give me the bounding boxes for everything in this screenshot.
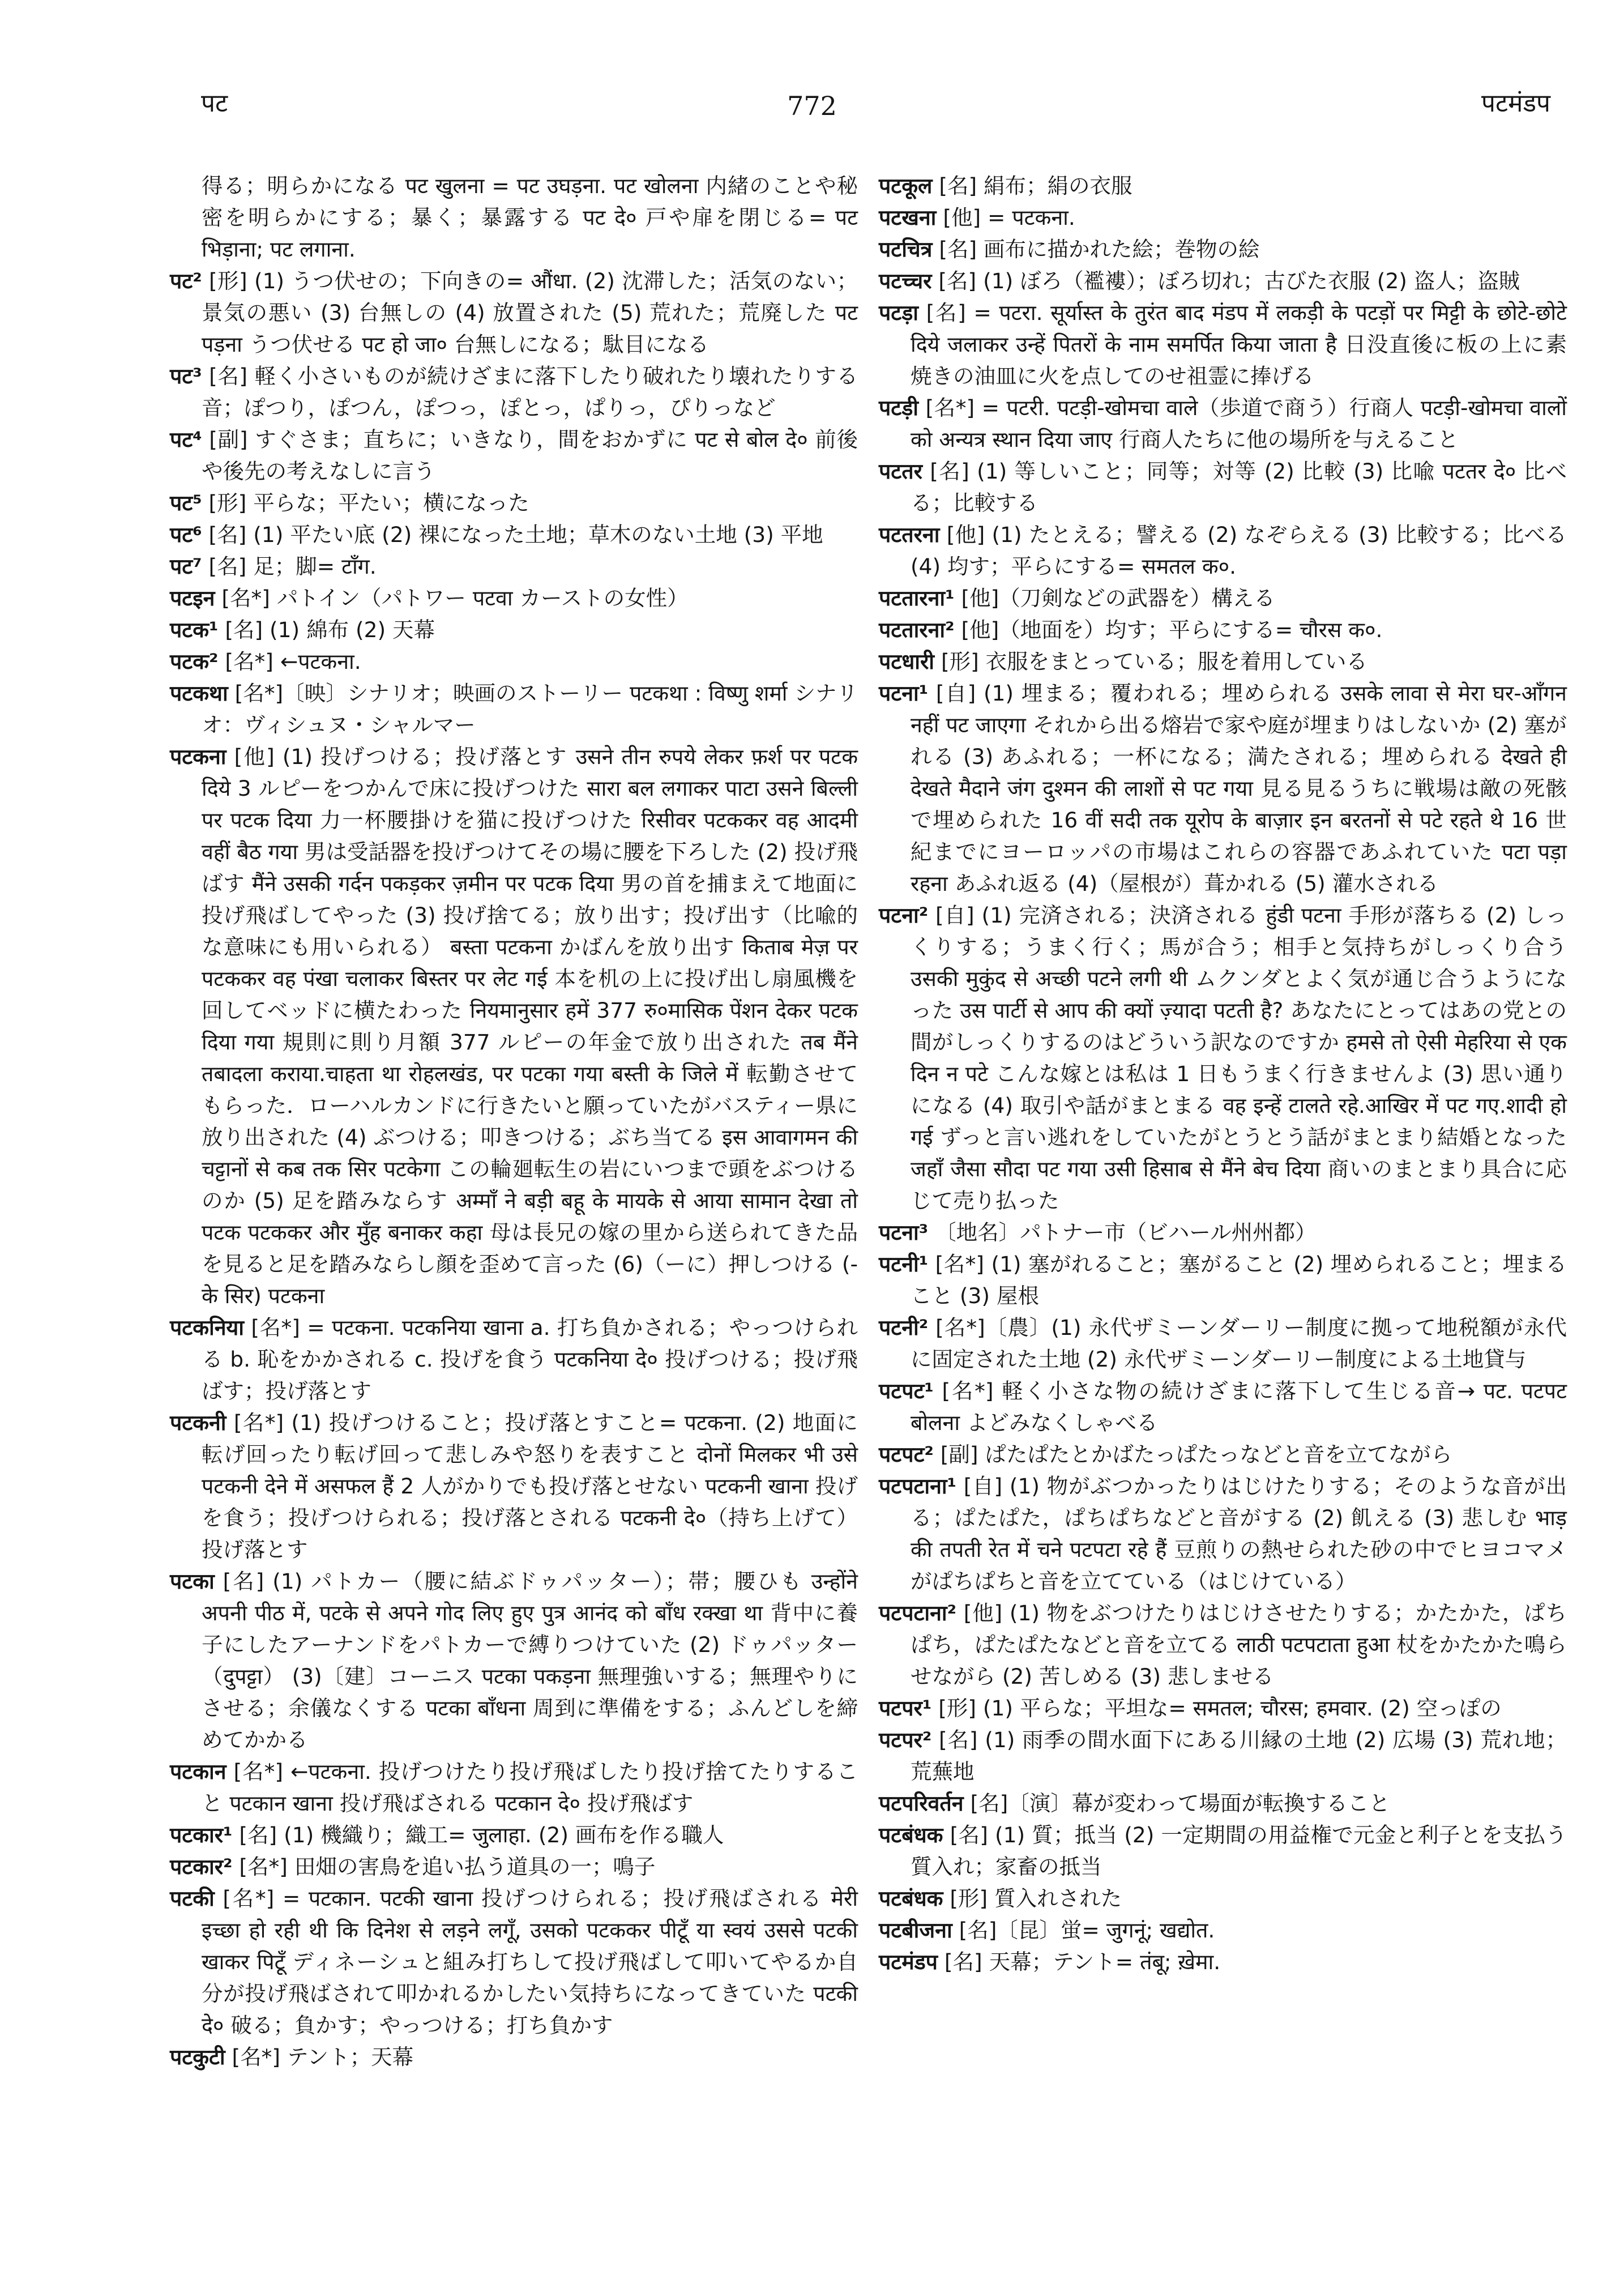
entry-headword: पटकान [170,1759,226,1784]
entry-headword: पट⁶ [170,522,202,547]
dictionary-entry [879,519,1567,582]
entry-definition: [名] (1) 雨季の間水面下にある川縁の土地 (2) 広場 (3) 荒れ地；荒蕪地 [911,1727,1567,1784]
dictionary-entry [170,265,858,360]
entry-headword: पटचित्र [879,237,933,262]
dictionary-entry [879,1787,1567,1819]
entry-headword: पटधारी [879,649,935,674]
entry-headword: पटतर [879,459,922,484]
dictionary-entry [170,170,858,265]
entry-headword: पटपटाना² [879,1600,957,1625]
entry-headword: पटबीजना [879,1918,952,1943]
header-left-guide-word: पट [201,89,228,118]
entry-definition: 〔地名〕パトナー市（ビハール州州都） [935,1220,1317,1245]
entry-headword: पटपटाना¹ [879,1474,957,1499]
entry-headword: पटक¹ [170,617,219,642]
entry-definition: [副] ぱたぱたとかばたっぱたっなどと音を立てながら [940,1442,1452,1467]
entry-definition: [名*] = पटकना. पटकनिया खाना a. 打ち負かされる；やっつけられる b. 恥をかかされる c. 投げを食う पटकनिया दे० 投げつける；投げ飛ばす；投げ落とす [202,1315,858,1403]
entry-definition: [形] 平らな；平たい；横になった [208,490,529,515]
dictionary-entry [170,1756,858,1819]
dictionary-entry [170,1819,858,1851]
dictionary-entry [879,392,1567,455]
dictionary-entry [879,614,1567,646]
header-right-guide-word: पटमंडप [1481,89,1550,118]
entry-definition: [名] 足；脚= टाँग. [208,554,377,579]
entry-definition: [名] (1) 平たい底 (2) 裸になった土地；草木のない土地 (3) 平地 [208,522,823,547]
dictionary-entry [170,2041,858,2073]
entry-definition: [名]〔昆〕蛍= जुगनूं; खद्योत. [959,1918,1215,1943]
entry-definition: [他] (1) たとえる；譬える (2) なぞらえる (3) 比較する；比べる (4) 均す；平らにする= समतल क०. [911,522,1567,579]
entry-definition: [名*] 軽く小さな物の続けざまに落下して生じる音→ पट. पटपट बोलना よどみなくしゃべる [911,1378,1567,1435]
entry-definition: [他]（地面を）均す；平らにする= चौरस क०. [961,617,1383,642]
entry-headword: पटतरना [879,522,940,547]
entry-headword: पट⁴ [170,427,202,452]
dictionary-entry [879,1883,1567,1914]
entry-headword: पटकना [170,744,226,769]
entry-definition: [名] (1) 質；抵当 (2) 一定期間の用益権で元金と利子とを支払う質入れ；家畜の抵当 [911,1822,1567,1879]
entry-definition: [名*] (1) 投げつけること；投げ落とすこと= पटकना. (2) 地面に転げ回ったり転げ回って悲しみや怒りを表すこと दोनों मिलकर भी उसे पटकनी देने में असफल हैं 2 人がかりでも投げ落とせない पटकनी खाना 投げを食う；投げつけられる；投げ落とされる पटकनी दे०（持ち上げて）投げ落とす [202,1410,858,1562]
dictionary-entry [879,1946,1567,1978]
dictionary-entry [879,202,1567,233]
entry-definition: [名*] 田畑の害鳥を追い払う道具の一；鳴子 [239,1854,656,1879]
dictionary-entry [879,899,1567,1217]
entry-definition: [名] 絹布；絹の衣服 [939,173,1132,198]
entry-headword: पटकुटी [170,2045,225,2069]
entry-headword: पटक² [170,649,219,674]
entry-headword: पट³ [170,364,202,389]
dictionary-entry [879,297,1567,392]
dictionary-entry [879,1312,1567,1375]
entry-headword: पटखना [879,205,937,230]
entry-headword: पटना¹ [879,681,929,706]
entry-headword: पटपट² [879,1442,934,1467]
entry-definition: [他] (1) 投げつける；投げ落とす उसने तीन रुपये लेकर फ़र्श पर पटक दिये 3 ルピーをつかんで床に投げつけた सारा बल लगाकर पाटा उसने बिल्ली पर पटक दिया 力一杯腰掛けを猫に投げつけた रिसीवर पटककर वह आदमी वहीं बैठ गया 男は受話器を投げつけてその場に腰を下ろした (2) 投げ飛ばす मैंने उसकी गर्दन पकड़कर ज़मीन पर पटक दिया 男の首を捕まえて地面に投げ飛ばしてやった (3) 投げ捨てる；放り出す；投げ出す（比喩的な意味にも用いられる） बस्ता पटकना かばんを放り出す किताब मेज़ पर पटककर वह पंखा चलाकर बिस्तर पर लेट गई 本を机の上に投げ出し扇風機を回してベッドに横たわった नियमानुसार हमें 377 रु०मासिक पेंशन देकर पटक दिया गया 規則に則り月額 377 ルピーの年金で放り出された तब मैंने तबादला कराया.चाहता था रोहलखंड, पर पटका गया बस्ती के जिले में 転勤させてもらった．ローハルカンドに行きたいと願っていたがバスティー県に放り出された (4) ぶつける；叩きつける；ぶち当てる इस आवागमन की चट्टानों से कब तक सिर पटकेगा この輪廻転生の岩にいつまで頭をぶつけるのか (5) 足を踏みならす अम्माँ ने बड़ी बहू के मायके से आया सामान देखा तो पटक पटककर और मुँह बनाकर कहा 母は長兄の嫁の里から送られてきた品を見ると足を踏みならし顔を歪めて言った (6)（ーに）押しつける (-के सिर) पटकना [202,744,858,1308]
dictionary-entry [879,265,1567,297]
entry-headword: पटड़ी [879,395,918,420]
entry-definition: [名*] テント；天幕 [232,2045,414,2069]
dictionary-entry [879,1248,1567,1312]
entry-headword: पट⁷ [170,554,202,579]
entry-definition: [名] (1) ぼろ（襤褸）；ぼろ切れ；古びた衣服 (2) 盗人；盗賊 [938,268,1520,293]
dictionary-entry [879,170,1567,202]
entry-headword: पटपट¹ [879,1378,934,1403]
entry-definition: [名*] (1) 塞がれること；塞がること (2) 埋められること；埋まること (3) 屋根 [911,1252,1567,1308]
dictionary-entry [879,1597,1567,1692]
entry-headword: पटड़ा [879,300,918,325]
entry-headword: पटबंधक [879,1822,943,1847]
entry-definition: [名]〔演〕幕が変わって場面が転換すること [970,1791,1390,1816]
entry-definition: [名] (1) パトカー（腰に結ぶドゥパッター）；帯；腰ひも उन्होंने अपनी पीठ में, पटके से अपने गोद लिए हुए पुत्र आनंद को बाँध रक्खा था 背中に養子にしたアーナンドをパトカーで縛りつけていた (2) ドゥパッター（दुपट्टा） (3)〔建〕コーニス पटका पकड़ना 無理強いする；無理やりにさせる；余儀なくする पटका बाँधना 周到に準備をする；ふんどしを締めてかかる [202,1569,858,1752]
entry-headword: पटच्चर [879,268,932,293]
entry-headword: पट⁵ [170,490,202,515]
page-number: 772 [787,91,837,121]
dictionary-entry [170,741,858,1312]
entry-headword: पटकूल [879,173,933,198]
dictionary-entry [879,1724,1567,1787]
entry-definition: 得る；明らかになる पट खुलना = पट उघड़ना. पट खोलना 内緒のことや秘密を明らかにする；暴く；暴露する पट दे० 戸や扉を閉じる= पट भिड़ाना; पट लगाना. [202,173,858,262]
dictionary-entry [879,646,1567,677]
entry-definition: [名*]〔映〕シナリオ；映画のストーリー पटकथा : विष्णु शर्मा シナリオ：ヴィシュヌ・シャルマー [202,681,858,737]
left-column [170,170,858,2073]
dictionary-entry [879,1375,1567,1439]
dictionary-entry [879,1439,1567,1470]
entry-definition: [名*]〔農〕(1) 永代ザミーンダーリー制度に拠って地税額が永代に固定された土地 (2) 永代ザミーンダーリー制度による土地貸与 [911,1315,1567,1372]
dictionary-entry [879,455,1567,519]
entry-headword: पट² [170,268,202,293]
dictionary-entry [879,1470,1567,1597]
dictionary-entry [879,1692,1567,1724]
entry-headword: पटतारना¹ [879,586,955,611]
entry-definition: [名*] ←पटकना. [225,649,361,674]
entry-headword: पटकी [170,1886,215,1911]
dictionary-entry [879,582,1567,614]
entry-definition: [形] 質入れされた [950,1886,1122,1911]
dictionary-entry [170,1407,858,1565]
dictionary-entry [170,677,858,741]
entry-definition: [自] (1) 埋まる；覆われる；埋められる उसके लावा से मेरा घर-आँगन नहीं पट जाएगा それから出る熔岩で家や庭が埋まりはしないか (2) 塞がれる (3) あふれる；一杯になる；満たされる；埋められる देखते ही देखते मैदाने जंग दुश्मन की लाशों से पट गया 見る見るうちに戦場は敵の死骸で埋められた 16 वीं सदी तक यूरोप के बाज़ार इन बरतनों से पटे रहते थे 16 世紀までにヨーロッパの市場はこれらの容器であふれていた पटा पड़ा रहना あふれ返る (4)（屋根が）葺かれる (5) 灌水される [911,681,1567,896]
dictionary-entry [170,1565,858,1756]
entry-headword: पटपर¹ [879,1696,932,1721]
entry-definition: [他] (1) 物をぶつけたりはじけさせたりする；かたかた，ぱちぱち，ぱたぱたなどと音を立てる लाठी पटपटाता हुआ 杖をかたかた鳴らせながら (2) 苦しめる (3) 悲しませる [911,1600,1567,1689]
entry-definition: [名] 天幕；テント= तंबू; ख़ेमा. [944,1949,1221,1974]
entry-definition: [名*] ←पटकना. 投げつけたり投げ飛ばしたり投げ捨てたりすること पटकान खाना 投げ飛ばされる पटकान दे० 投げ飛ばす [202,1759,858,1816]
dictionary-entry [170,550,858,582]
right-column [879,170,1567,1978]
entry-headword: पटकार² [170,1854,233,1879]
entry-definition: [自] (1) 完済される；決済される हुंडी पटना 手形が落ちる (2) しっくりする；うまく行く；馬が合う；相手と気持ちがしっくり合う उसकी मुकुंद से अच्छी पटने लगी थी ムクンダとよく気が通じ合うようになった उस पार्टी से आप की क्यों ज़्यादा पटती है? あなたにとってはあの党との間がしっくりするのはどういう訳なのですか हमसे तो ऐसी मेहरिया से एक दिन न पटे こんな嫁とは私は 1 日もうまく行きませんよ (3) 思い通りになる (4) 取引や話がまとまる वह इन्हें टालते रहे.आखिर में पट गए.शादी हो गई ずっと言い逃れをしていたがとうとう話がまとまり結婚となった जहाँ जैसा सौदा पट गया उसी हिसाब से मैंने बेच दिया 商いのまとまり具合に応じて売り払った [911,903,1567,1213]
entry-headword: पटकनिया [170,1315,244,1340]
entry-headword: पटकनी [170,1410,226,1435]
entry-headword: पटना³ [879,1220,929,1245]
dictionary-entry [170,582,858,614]
entry-definition: [名] (1) 綿布 (2) 天幕 [225,617,435,642]
entry-definition: [他] = पटकना. [943,205,1075,230]
dictionary-entry [879,1914,1567,1946]
dictionary-entry [170,487,858,519]
entry-definition: [名*] = पटरी. पटड़ी-खोमचा वाले（歩道で商う）行商人 पटड़ी-खोमचा वालों को अन्यत्र स्थान दिया जाए 行商人たちに他の場所を与えること [911,395,1567,452]
dictionary-entry [170,614,858,646]
entry-definition: [名*] パトイン（パトワー पटवा カーストの女性） [221,586,689,611]
dictionary-entry [170,424,858,487]
dictionary-entry [170,1851,858,1883]
entry-definition: [自] (1) 物がぶつかったりはじけたりする；そのような音が出る；ぱたぱた，ぱちぱちなどと音がする (2) 飢える (3) 悲しむ भाड़ की तपती रेत में चने पटपटा रहे हैं 豆煎りの熱せられた砂の中でヒヨコマメがぱちぱちと音を立てている（はじけている） [911,1474,1567,1594]
dictionary-entry [170,519,858,550]
entry-headword: पटपरिवर्तन [879,1791,964,1816]
entry-headword: पटनी² [879,1315,929,1340]
dictionary-entry [170,1883,858,2041]
entry-headword: पटना² [879,903,929,928]
dictionary-entry [170,646,858,677]
dictionary-entry [879,233,1567,265]
entry-definition: [他]（刀剣などの武器を）構える [961,586,1275,611]
dictionary-entry [879,677,1567,899]
entry-definition: [名] 軽く小さいものが続けざまに落下したり破れたり壊れたりする音；ぽつり，ぽつん，ぽつっ，ぽとっ，ぱりっ，ぴりっなど [202,364,858,420]
entry-definition: [形] 衣服をまとっている；服を着用している [941,649,1367,674]
entry-definition: [名] (1) 等しいこと；同等；対等 (2) 比較 (3) 比喩 पटतर दे० 比べる；比較する [911,459,1567,515]
entry-headword: पटकथा [170,681,228,706]
entry-definition: [名] (1) 機織り；織工= जुलाहा. (2) 画布を作る職人 [239,1822,724,1847]
entry-headword: पटतारना² [879,617,955,642]
entry-headword: पटनी¹ [879,1252,929,1277]
entry-definition: [名] = पटरा. सूर्यास्त के तुरंत बाद मंडप में लकड़ी के पटड़ों पर मिट्टी के छोटे-छोटे दिये जलाकर उन्हें पितरों के नाम समर्पित किया जाता है 日没直後に板の上に素焼きの油皿に火を点してのせ祖霊に捧げる [911,300,1567,389]
entry-definition: [名] 画布に描かれた絵；巻物の絵 [939,237,1260,262]
dictionary-entry [879,1217,1567,1248]
entry-headword: पटइन [170,586,215,611]
entry-definition: [副] すぐさま；直ちに；いきなり，間をおかずに पट से बोल दे० 前後や後先の考えなしに言う [202,427,858,484]
entry-definition: [形] (1) 平らな；平坦な= समतल; चौरस; हमवार. (2) 空っぽの [938,1696,1502,1721]
dictionary-entry [170,1312,858,1407]
entry-headword: पटपर² [879,1727,932,1752]
dictionary-entry [170,360,858,424]
entry-headword: पटमंडप [879,1949,938,1974]
entry-headword: पटका [170,1569,215,1594]
entry-definition: [名*] = पटकान. पटकी खाना 投げつけられる；投げ飛ばされる मेरी इच्छा हो रही थी कि दिनेश से लड़ने लगूँ, उसको पटककर पीटूँ या स्वयं उससे पटकी खाकर पिटूँ ディネーシュと組み打ちして投げ飛ばして叩いてやるか自分が投げ飛ばされて叩かれるかしたい気持ちになってきていた पटकी दे० 破る；負かす；やっつける；打ち負かす [202,1886,858,2038]
dictionary-entry [879,1819,1567,1883]
entry-definition: [形] (1) うつ伏せの；下向きの= औंधा. (2) 沈滞した；活気のない；景気の悪い (3) 台無しの (4) 放置された (5) 荒れた；荒廃した पट पड़ना うつ伏せる पट हो जा० 台無しになる；駄目になる [202,268,858,357]
entry-headword: पटकार¹ [170,1822,233,1847]
entry-headword: पटबंधक [879,1886,943,1911]
